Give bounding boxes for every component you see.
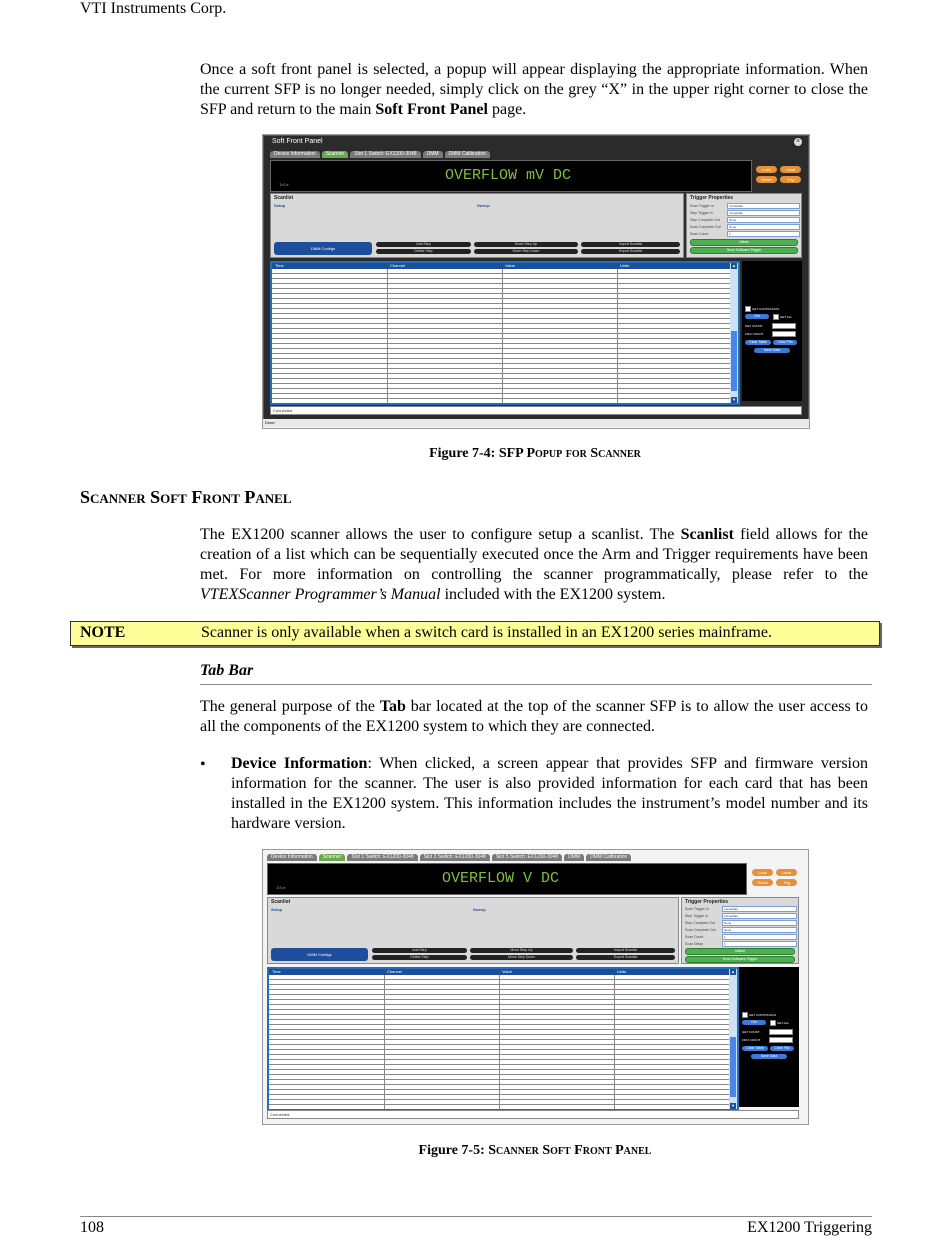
delete-step-button[interactable]: Delete Step [376,249,471,254]
tab-device-information[interactable]: Device Information [267,854,317,861]
get-continuous-checkbox[interactable] [745,306,751,312]
tab-dmm[interactable]: DMM [423,151,443,158]
trigger-label: Scan Complete Out [685,928,716,932]
scroll-up-icon[interactable]: ▲ [731,969,735,974]
tab-dmm-calibration[interactable]: DMM Calibration [445,151,490,158]
tab-slot5-switch[interactable]: Slot 5 Switch: EX1200-3048 [492,854,562,861]
trigger-label: Scan Delay [685,942,703,946]
trigger-title: Trigger Properties [685,899,729,905]
tab-device-information[interactable]: Device Information [270,151,320,158]
initiate-button[interactable]: Initiate [685,948,795,955]
trig-button[interactable]: Trig [776,879,797,886]
get-count-label: GET COUNT [745,324,763,328]
move-step-up-button[interactable]: Move Step Up [470,948,573,953]
trigger-label: Scan Trigger In [685,907,709,911]
fifo-count-input[interactable] [769,1037,793,1043]
section-heading: Scanner Soft Front Panel [80,487,292,507]
close-icon[interactable]: × [795,138,801,145]
trigger-title: Trigger Properties [690,195,734,201]
scan-complete-out-select[interactable]: None [722,927,797,933]
step-trigger-in-select[interactable]: Immediate [722,913,797,919]
browser-status-text: Done [265,420,275,425]
intro-text: Once a soft front panel is selected, a popup will appear displaying the appropriate information. When the current SFP is no longer needed, simply click on the grey “X” in the upper right corner to close the SFP and return to the main [200,61,868,118]
col-time: Time [272,969,281,974]
trigger-label: Step Trigger In [685,914,708,918]
col-value: Value [505,263,515,268]
get-continuous-label: GET CONTINUOUS [752,307,780,311]
tab-bar-subheading: Tab Bar [200,662,872,685]
connection-status: Connected [270,1112,290,1117]
scanlist-col-sweep: Sweep [473,907,486,912]
get-count-input[interactable] [769,1029,793,1035]
scan-complete-out-select[interactable]: None [727,224,800,230]
move-step-up-button[interactable]: Move Step Up [474,242,578,247]
figure-scanner-sfp-screenshot [262,849,809,1125]
scan-delay-input[interactable]: 0 [722,941,797,947]
initiate-button[interactable]: Initiate [690,239,798,246]
clear-fifo-button[interactable]: Clear Fifo [770,1046,794,1051]
get-all-label: GET ALL [780,315,793,319]
trigger-label: Scan Count [690,232,709,236]
bullet-device-information [231,754,868,834]
display-status: Idle [279,184,289,188]
send-software-trigger-button[interactable]: Send Software Trigger [685,956,795,963]
fifo-count-label: FIFO COUNT [745,332,764,336]
tab-dmm[interactable]: DMM [564,854,584,861]
sfp-window [263,135,809,420]
data-controls [739,967,799,1107]
bullet-text: : When clicked, a screen appear that provides SFP and firmware version information for the scanner. The user is also provided information for each card that has been installed in the EX1200 system. This information includes the instrument’s model number and its hardware version. [231,755,869,832]
para-bold: Scanlist [680,526,734,543]
scroll-down-icon[interactable]: ▼ [731,1103,735,1108]
col-units: Units [620,263,630,268]
dmm-display [267,863,747,895]
running-header: VTI Instruments Corp. [80,0,227,17]
clear-fifo-button[interactable]: Clear Fifo [773,340,797,345]
tab-slot3-switch[interactable]: Slot 3 Switch: EX1200-3048 [420,854,490,861]
intro-bold-term: Soft Front Panel [375,101,488,118]
get-count-input[interactable] [772,323,796,329]
trigger-label: Scan Count [685,935,704,939]
caption-number: Figure 7-5: [418,1143,485,1158]
trigger-label: Step Complete Out [685,921,715,925]
tab-bar-paragraph [200,697,868,737]
connection-status: Connected [273,408,293,413]
page-number: 108 [80,1219,104,1236]
caption-text: SFP Popup for Scanner [498,446,641,461]
display-reading: OVERFLOW V DC [442,870,560,887]
add-step-button[interactable]: Add Step [376,242,471,247]
figure-7-5-caption [262,1143,808,1159]
step-complete-out-select[interactable]: None [727,217,800,223]
figure-sfp-popup-screenshot [262,134,810,429]
clear-table-button[interactable]: Clear Table [745,340,771,345]
bullet-term: Device Information [231,755,368,772]
tab-bar [267,854,631,861]
trigger-label: Step Trigger In [690,211,713,215]
window-title: Soft Front Panel [272,138,323,145]
trigger-label: Scan Complete Out [690,225,721,229]
table-scrollbar[interactable] [730,263,738,403]
move-step-down-button[interactable]: Move Step Down [470,955,573,960]
para-bold: Tab [379,698,406,715]
scroll-down-icon[interactable]: ▼ [732,397,736,402]
scanlist-col-setup: Setup [274,203,286,208]
local-button[interactable]: Local [780,166,801,173]
save-data-button[interactable]: Save Data [754,348,790,353]
footer-title: EX1200 Triggering [747,1219,872,1236]
lock-button[interactable]: Lock [752,869,773,876]
trigger-label: Scan Trigger In [690,204,714,208]
scanlist-panel [270,193,684,258]
step-complete-out-select[interactable]: None [722,920,797,926]
get-continuous-checkbox[interactable] [742,1012,748,1018]
add-step-button[interactable]: Add Step [372,948,467,953]
figure-7-4-caption [262,446,808,462]
fifo-count-label: FIFO COUNT [742,1038,761,1042]
import-scanlist-button[interactable]: Import Scanlist [576,948,675,953]
bullet-glyph: • [200,756,206,773]
para-text: included with the EX1200 system. [440,586,666,603]
fifo-count-input[interactable] [772,331,796,337]
trigger-properties-panel [681,897,799,964]
manual-title: VTEXScanner Programmer’s Manual [200,586,441,603]
display-reading: OVERFLOW mV DC [445,167,572,184]
display-status: Idle [276,887,286,891]
note-box [70,621,880,646]
status-bar [267,1110,799,1119]
data-controls [742,261,802,401]
lock-button[interactable]: Lock [756,166,777,173]
results-table [267,967,739,1111]
get-continuous-label: GET CONTINUOUS [749,1013,777,1017]
save-data-button[interactable]: Save Data [751,1054,787,1059]
get-count-label: GET COUNT [742,1030,760,1034]
scanlist-title: Scanlist [274,195,294,201]
scanlist-title: Scanlist [271,899,291,905]
step-trigger-in-select[interactable]: Immediate [727,210,800,216]
reset-button[interactable]: Reset [756,176,777,183]
scroll-up-icon[interactable]: ▲ [732,263,736,268]
scanlist-col-sweep: Sweep [477,203,490,208]
table-scrollbar[interactable] [729,969,737,1109]
col-channel: Channel [390,263,405,268]
para-text: field allows for the creation of a list which can be sequentially executed once the Arm and Trigger requirements have been met. For more information on controlling the scanner programmatically, please refer to the [200,526,868,583]
scanlist-panel [267,897,679,964]
get-all-checkbox[interactable] [770,1020,776,1026]
trigger-properties-panel [686,193,802,258]
tab-slot1-switch[interactable]: Slot 1 Switch: EX1200-3048 [347,854,417,861]
browser-status-bar [263,419,809,427]
dmm-display [270,160,752,192]
note-text: Scanner is only available when a switch card is installed in an EX1200 series mainframe. [201,624,772,641]
trig-button[interactable]: Trig [780,176,801,183]
dmm-configs-button[interactable]: DMM Configs [271,948,368,961]
col-units: Units [617,969,627,974]
send-software-trigger-button[interactable]: Send Software Trigger [690,247,798,254]
caption-number: Figure 7-4: [429,446,496,461]
status-bar [270,406,802,415]
import-scanlist-button[interactable]: Import Scanlist [581,242,680,247]
caption-text: Scanner Soft Front Panel [488,1143,652,1158]
get-all-checkbox[interactable] [773,314,779,320]
para-text: The EX1200 scanner allows the user to configure setup a scanlist. The [200,526,681,543]
tab-slot1-switch[interactable]: Slot 1 Switch: EX1200-3048 [350,151,420,158]
tab-scanner[interactable]: Scanner [319,854,346,861]
col-channel: Channel [387,969,402,974]
local-button[interactable]: Local [776,869,797,876]
tab-bar [270,151,490,158]
intro-paragraph [200,60,868,120]
get-all-label: GET ALL [777,1021,790,1025]
tab-scanner[interactable]: Scanner [322,151,349,158]
footer-rule [80,1216,872,1217]
col-value: Value [502,969,512,974]
scanlist-col-setup: Setup [271,907,283,912]
get-button[interactable]: Get [745,314,769,319]
col-time: Time [275,263,284,268]
delete-step-button[interactable]: Delete Step [372,955,467,960]
scan-count-input[interactable]: 1 [722,934,797,940]
export-scanlist-button[interactable]: Export Scanlist [581,249,680,254]
intro-text-end: page. [487,101,527,118]
results-table [270,261,740,405]
table-rows [272,269,730,403]
clear-table-button[interactable]: Clear Table [742,1046,768,1051]
note-label: NOTE [80,624,126,641]
move-step-down-button[interactable]: Move Step Down [474,249,578,254]
export-scanlist-button[interactable]: Export Scanlist [576,955,675,960]
scanner-paragraph [200,525,868,605]
para-text: The general purpose of the [200,698,380,715]
tab-dmm-calibration[interactable]: DMM Calibration [586,854,631,861]
reset-button[interactable]: Reset [752,879,773,886]
dmm-configs-button[interactable]: DMM Configs [274,242,372,255]
scan-count-input[interactable]: 1 [727,231,800,237]
get-button[interactable]: Get [742,1020,766,1025]
scan-trigger-in-select[interactable]: Immediate [727,203,800,209]
para-text: bar located at the top of the scanner SFP is to allow the user access to all the components of the EX1200 system to which they are connected. [200,698,869,735]
scan-trigger-in-select[interactable]: Immediate [722,906,797,912]
trigger-label: Step Complete Out [690,218,720,222]
